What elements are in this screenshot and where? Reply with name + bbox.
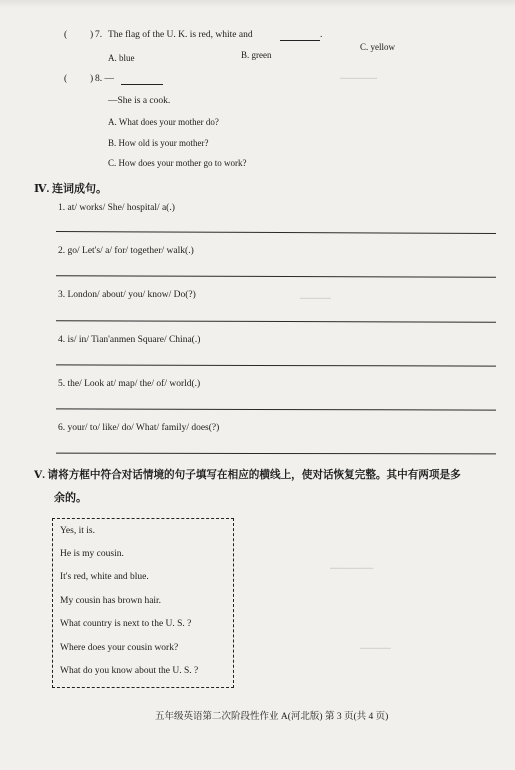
section-5-title: Ⅴ. 请将方框中符合对话情境的句子填写在相应的横线上，使对话恢复完整。其中有两项是多 bbox=[34, 470, 461, 481]
sentence-item-1: 1. at/ works/ She/ hospital/ a(.) bbox=[58, 203, 175, 213]
bleed-through-mark: ▁▁▁▁▁ bbox=[300, 290, 331, 299]
sentence-item-3: 3. London/ about/ you/ know/ Do(?) bbox=[58, 290, 196, 300]
question-7-blank[interactable] bbox=[280, 30, 323, 41]
question-8-option-b: B. How old is your mother? bbox=[108, 138, 209, 148]
answer-line-3[interactable] bbox=[56, 320, 496, 323]
box-sentence: What do you know about the U. S. ? bbox=[60, 666, 199, 676]
sentence-item-6: 6. your/ to/ like/ do/ What/ family/ does(?) bbox=[58, 423, 220, 433]
answer-line-6[interactable] bbox=[56, 453, 496, 455]
question-7-paren-open: ( bbox=[64, 30, 68, 40]
question-8-option-c: C. How does your mother go to work? bbox=[108, 158, 247, 168]
answer-line-5[interactable] bbox=[56, 408, 496, 410]
page-top-shadow bbox=[0, 0, 515, 8]
question-8-option-a: A. What does your mother do? bbox=[108, 117, 219, 127]
section-5-title-continued: 余的。 bbox=[54, 492, 87, 504]
sentence-choice-box bbox=[52, 518, 234, 688]
question-8-reply: —She is a cook. bbox=[108, 96, 171, 106]
question-8-paren-close: ) bbox=[90, 74, 94, 84]
box-sentence: What country is next to the U. S. ? bbox=[60, 619, 192, 629]
question-7-number: 7. bbox=[95, 30, 103, 40]
question-7-tail: . bbox=[320, 30, 323, 40]
question-7-paren-close: ) bbox=[90, 30, 94, 40]
answer-line-1[interactable] bbox=[56, 231, 496, 234]
sentence-item-2: 2. go/ Let's/ a/ for/ together/ walk(.) bbox=[58, 246, 194, 256]
page-footer: 五年级英语第二次阶段性作业 A(河北版) 第 3 页(共 4 页) bbox=[155, 712, 389, 722]
question-7-option-a: A. blue bbox=[108, 53, 135, 63]
question-8-number: 8. — bbox=[95, 74, 114, 84]
answer-line-2[interactable] bbox=[56, 275, 496, 278]
bleed-through-mark: ▁▁▁▁▁ bbox=[360, 640, 391, 649]
sentence-item-5: 5. the/ Look at/ map/ the/ of/ world(.) bbox=[58, 379, 201, 389]
box-sentence: Yes, it is. bbox=[60, 526, 95, 536]
question-7-option-c: C. yellow bbox=[360, 42, 395, 52]
section-4-title: Ⅳ. 连词成句。 bbox=[34, 183, 107, 195]
box-sentence: It's red, white and blue. bbox=[60, 572, 149, 582]
question-8-blank[interactable] bbox=[121, 75, 163, 85]
bleed-through-mark: ▁▁▁▁▁▁ bbox=[340, 70, 377, 79]
box-sentence: He is my cousin. bbox=[60, 549, 124, 559]
question-7-stem: The flag of the U. K. is red, white and bbox=[108, 30, 253, 40]
bleed-through-mark: ▁▁▁▁▁▁▁ bbox=[330, 560, 374, 569]
question-8-paren-open: ( bbox=[64, 74, 68, 84]
box-sentence: Where does your cousin work? bbox=[60, 643, 179, 653]
box-sentence: My cousin has brown hair. bbox=[60, 596, 162, 606]
answer-line-4[interactable] bbox=[56, 364, 496, 366]
sentence-item-4: 4. is/ in/ Tian'anmen Square/ China(.) bbox=[58, 335, 201, 345]
question-7-option-b: B. green bbox=[241, 50, 272, 60]
